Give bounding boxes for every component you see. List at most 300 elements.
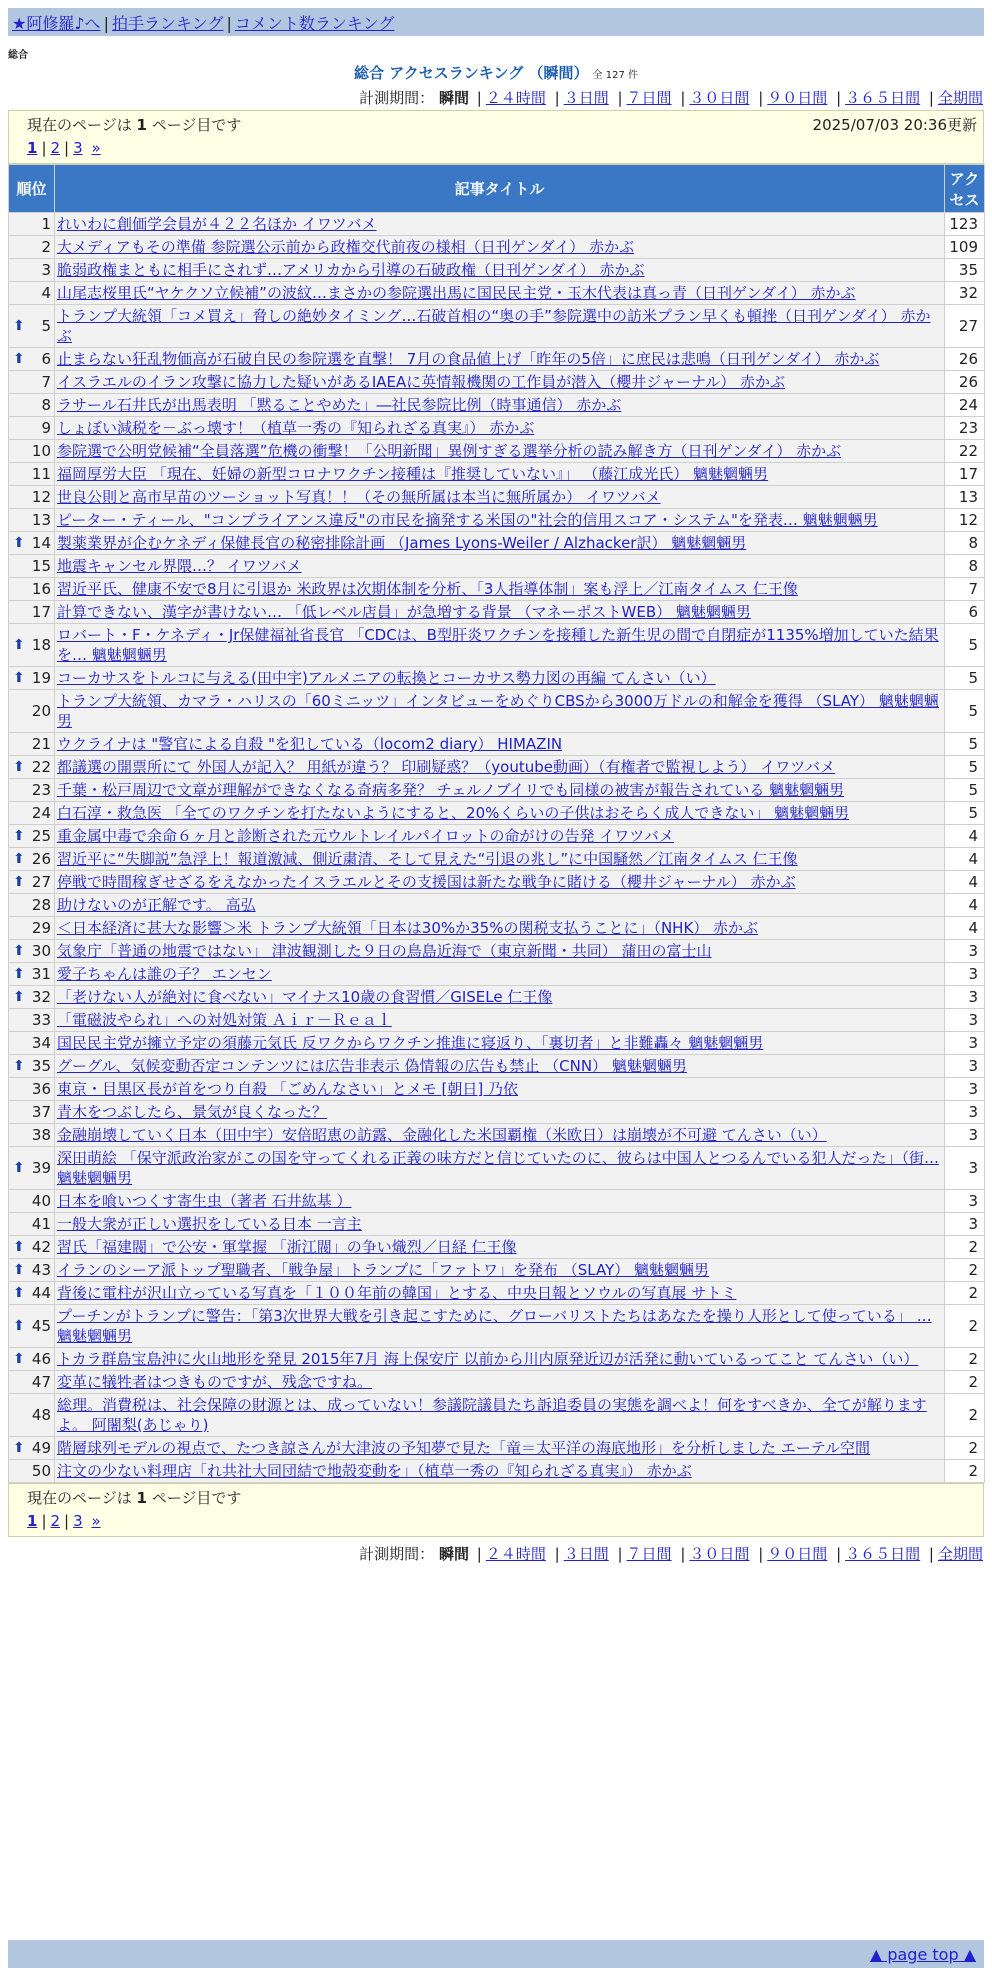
table-row xyxy=(9,871,985,894)
rank-number: 28 xyxy=(31,896,51,914)
article-link[interactable]: 気象庁「普通の地震ではない」 津波観測した９日の鳥島近海で（東京新聞・共同） 蒲田の富士山 xyxy=(57,942,712,960)
title-cell xyxy=(55,509,945,532)
rank-number: 29 xyxy=(31,919,51,937)
access-count: 4 xyxy=(945,917,985,940)
rank-number: 39 xyxy=(31,1159,51,1177)
title-cell xyxy=(55,1055,945,1078)
nav-separator: | xyxy=(103,14,109,33)
period-link-7d[interactable]: ７日間 xyxy=(626,1545,672,1563)
title-cell xyxy=(55,756,945,779)
period-selector-top: 計測期間： 瞬間 | ２４時間 | ３日間 | ７日間 | ３０日間 | ９０日間 | ３６５日間 | 全期間 xyxy=(359,89,983,107)
rank-cell xyxy=(9,463,55,486)
page-link-1[interactable]: 1 xyxy=(27,1512,38,1530)
access-count: 3 xyxy=(945,1190,985,1213)
table-row xyxy=(9,578,985,601)
table-row xyxy=(9,624,985,667)
title-cell xyxy=(55,282,945,305)
article-link[interactable]: 注文の少ない料理店「れ共社大同団結で地殻変動を」（植草一秀の『知られざる真実』） 赤かぶ xyxy=(57,1462,692,1480)
title-cell xyxy=(55,1371,945,1394)
article-link[interactable]: 変革に犠牲者はつきものですが、残念ですね。 xyxy=(57,1373,373,1391)
rank-number: 24 xyxy=(31,804,51,822)
rank-up-arrow-icon: ⬆ xyxy=(13,1239,25,1255)
rank-cell xyxy=(9,417,55,440)
home-link[interactable]: ★阿修羅♪へ xyxy=(12,14,101,33)
title-cell xyxy=(55,802,945,825)
table-row xyxy=(9,1348,985,1371)
access-count: 2 xyxy=(945,1394,985,1437)
rank-cell xyxy=(9,1236,55,1259)
table-row xyxy=(9,667,985,690)
rank-up-arrow-icon: ⬆ xyxy=(13,1160,25,1176)
article-link[interactable]: 「老けない人が絶対に食べない」マイナス10歳の食習慣／GISELe 仁王像 xyxy=(57,988,553,1006)
rank-cell xyxy=(9,917,55,940)
rank-cell xyxy=(9,756,55,779)
title-cell xyxy=(55,1460,945,1483)
title-cell xyxy=(55,917,945,940)
table-row xyxy=(9,1055,985,1078)
period-link-7d[interactable]: ７日間 xyxy=(626,89,672,107)
period-link-365d[interactable]: ３６５日間 xyxy=(845,89,921,107)
article-link[interactable]: 背後に電柱が沢山立っている写真を「１００年前の韓国」とする、中央日報とソウルの写真展 サトミ xyxy=(57,1284,737,1302)
article-link[interactable]: 製薬業界が企むケネディ保健長官の秘密排除計画 （James Lyons-Weiler / Alzhacker訳） 魑魅魍魎男 xyxy=(57,534,747,552)
table-row xyxy=(9,1124,985,1147)
pagination: 1 | 2 | 3 » xyxy=(27,139,101,157)
access-count: 3 xyxy=(945,1124,985,1147)
top-nav-bar xyxy=(8,8,984,36)
page-title xyxy=(0,62,992,83)
rank-cell xyxy=(9,825,55,848)
period-link-3d[interactable]: ３日間 xyxy=(563,1545,609,1563)
access-count: 23 xyxy=(945,417,985,440)
access-count: 5 xyxy=(945,733,985,756)
access-count: 3 xyxy=(945,986,985,1009)
rank-up-arrow-icon: ⬆ xyxy=(13,1351,25,1367)
title-cell xyxy=(55,986,945,1009)
access-count: 3 xyxy=(945,1032,985,1055)
title-cell xyxy=(55,1009,945,1032)
access-count: 3 xyxy=(945,963,985,986)
table-row xyxy=(9,1147,985,1190)
ranking-title: 総合 アクセスランキング （瞬間） xyxy=(354,64,589,82)
access-count: 24 xyxy=(945,394,985,417)
rank-number: 12 xyxy=(31,488,51,506)
article-link[interactable]: 一般大衆が正しい選択をしている日本 一言主 xyxy=(57,1215,362,1233)
rank-number: 5 xyxy=(41,317,51,335)
rank-cell xyxy=(9,690,55,733)
title-cell xyxy=(55,1147,945,1190)
rank-number: 38 xyxy=(31,1126,51,1144)
article-link[interactable]: 停戦で時間稼ぎせざるをえなかったイスラエルとその支援国は新たな戦争に賭ける（櫻井ジャーナル） 赤かぶ xyxy=(57,873,796,891)
table-row xyxy=(9,986,985,1009)
article-link[interactable]: 助けないのが正解です。 高弘 xyxy=(57,896,256,914)
rank-cell xyxy=(9,236,55,259)
rank-number: 15 xyxy=(31,557,51,575)
rank-cell xyxy=(9,1078,55,1101)
table-row xyxy=(9,802,985,825)
rank-cell xyxy=(9,1305,55,1348)
ranking-table xyxy=(8,164,985,1483)
col-header-access: アクセス xyxy=(945,165,985,213)
current-page-text: 現在のページは 1 ページ目です xyxy=(27,116,242,134)
title-cell xyxy=(55,578,945,601)
table-row xyxy=(9,1282,985,1305)
table-row xyxy=(9,1190,985,1213)
current-page-text: 現在のページは 1 ページ目です xyxy=(27,1489,242,1507)
rank-cell xyxy=(9,1147,55,1190)
rank-cell xyxy=(9,802,55,825)
rank-number: 6 xyxy=(41,350,51,368)
access-count: 17 xyxy=(945,463,985,486)
article-link[interactable]: 千葉・松戸周辺で文章が理解ができなくなる奇病多発？ チェルノブイリでも同様の被害が報告されている 魑魅魍魎男 xyxy=(57,781,845,799)
period-link-24h[interactable]: ２４時間 xyxy=(485,89,546,107)
rank-cell xyxy=(9,348,55,371)
table-row xyxy=(9,371,985,394)
article-link[interactable]: 参院選で公明党候補“全員落選”危機の衝撃！「公明新聞」異例すぎる選挙分析の読み解き方（日刊ゲンダイ） 赤かぶ xyxy=(57,442,842,460)
rank-cell xyxy=(9,848,55,871)
rank-number: 31 xyxy=(31,965,51,983)
rank-number: 25 xyxy=(31,827,51,845)
rank-cell xyxy=(9,578,55,601)
title-cell xyxy=(55,1394,945,1437)
table-row xyxy=(9,463,985,486)
page-link-1[interactable]: 1 xyxy=(27,139,38,157)
rank-cell xyxy=(9,940,55,963)
table-row xyxy=(9,509,985,532)
title-cell xyxy=(55,963,945,986)
table-row xyxy=(9,601,985,624)
access-count: 3 xyxy=(945,1147,985,1190)
section-label: 総合 xyxy=(8,50,28,61)
article-link[interactable]: 地震キャンセル界隈…？ イワツバメ xyxy=(57,557,302,575)
rank-number: 36 xyxy=(31,1080,51,1098)
article-link[interactable]: 深田萌絵 「保守派政治家がこの国を守ってくれる正義の味方だと信じていたのに、彼らは中国人とつるんでいる犯人だった」（街… 魑魅魍魎男 xyxy=(57,1149,939,1187)
access-count: 7 xyxy=(945,578,985,601)
article-link[interactable]: ＜日本経済に甚大な影響＞米 トランプ大統領「日本は30%か35%の関税支払うことに」（NHK） 赤かぶ xyxy=(57,919,759,937)
rank-number: 27 xyxy=(31,873,51,891)
rank-up-arrow-icon: ⬆ xyxy=(13,670,25,686)
rank-cell xyxy=(9,733,55,756)
title-cell xyxy=(55,848,945,871)
rank-up-arrow-icon: ⬆ xyxy=(13,943,25,959)
rank-number: 4 xyxy=(41,284,51,302)
rank-up-arrow-icon: ⬆ xyxy=(13,1318,25,1334)
access-count: 22 xyxy=(945,440,985,463)
rank-up-arrow-icon: ⬆ xyxy=(13,1285,25,1301)
rank-cell xyxy=(9,1055,55,1078)
title-cell xyxy=(55,940,945,963)
title-cell xyxy=(55,213,945,236)
article-link[interactable]: 福岡厚労大臣 「現在、妊婦の新型コロナワクチン接種は『推奨していない』」 （藤江成光氏） 魑魅魍魎男 xyxy=(57,465,769,483)
title-cell xyxy=(55,871,945,894)
article-link[interactable]: 山尾志桜里氏“ヤケクソ立候補”の波紋…まさかの参院選出馬に国民民主党・玉木代表は真っ青（日刊ゲンダイ） 赤かぶ xyxy=(57,284,856,302)
article-link[interactable]: トカラ群島宝島沖に火山地形を発見 2015年7月 海上保安庁 以前から川内原発近辺が活発に動いているってこと てんさい（い） xyxy=(57,1350,919,1368)
access-count: 6 xyxy=(945,601,985,624)
article-link[interactable]: 世良公則と高市早苗のツーショット写真！！（その無所属は本当に無所属か） イワツバメ xyxy=(57,488,661,506)
rank-cell xyxy=(9,1032,55,1055)
article-link[interactable]: 総理。消費税は、社会保障の財源とは、成っていない！参議院議員たち訴追委員の実態を調べよ！何をすべきか、全てが解りますよ。 阿闍梨(あじゃり) xyxy=(57,1396,927,1434)
title-cell xyxy=(55,624,945,667)
article-link[interactable]: ウクライナは "警官による自殺 "を犯している（locom2 diary） HIMAZIN xyxy=(57,735,563,753)
article-link[interactable]: 習近平に“失脚説”急浮上！報道激減、側近粛清、そして見えた“引退の兆し”に中国騒然／江南タイムス 仁王像 xyxy=(57,850,798,868)
rank-up-arrow-icon: ⬆ xyxy=(13,351,25,367)
rank-number: 45 xyxy=(31,1317,51,1335)
article-link[interactable]: 都議選の開票所にて 外国人が記入？ 用紙が違う？ 印刷疑惑？（youtube動画）（有権者で監視しよう） イワツバメ xyxy=(57,758,835,776)
rank-number: 17 xyxy=(31,603,51,621)
article-link[interactable]: 習氏「福建閥」で公安・軍掌握 「浙江閥」の争い熾烈／日経 仁王像 xyxy=(57,1238,517,1256)
article-link[interactable]: れいわに創価学会員が４２２名ほか イワツバメ xyxy=(57,215,377,233)
access-count: 3 xyxy=(945,1078,985,1101)
period-link-90d[interactable]: ９０日間 xyxy=(767,1545,828,1563)
rank-cell xyxy=(9,1348,55,1371)
table-row xyxy=(9,1213,985,1236)
rank-number: 20 xyxy=(31,702,51,720)
period-link-all[interactable]: 全期間 xyxy=(937,89,983,107)
page-link-2[interactable]: 2 xyxy=(50,139,61,157)
title-cell xyxy=(55,555,945,578)
table-row xyxy=(9,394,985,417)
access-count: 109 xyxy=(945,236,985,259)
rank-number: 30 xyxy=(31,942,51,960)
table-row xyxy=(9,1236,985,1259)
col-header-rank: 順位 xyxy=(9,165,55,213)
table-row xyxy=(9,259,985,282)
rank-cell xyxy=(9,282,55,305)
rank-number: 47 xyxy=(31,1373,51,1391)
article-link[interactable]: 東京・目黒区長が首をつり自殺 「ごめんなさい」とメモ [朝日] 乃依 xyxy=(57,1080,519,1098)
title-cell xyxy=(55,371,945,394)
article-link[interactable]: 脆弱政権まともに相手にされず…アメリカから引導の石破政権（日刊ゲンダイ） 赤かぶ xyxy=(57,261,645,279)
table-row xyxy=(9,756,985,779)
title-cell xyxy=(55,1101,945,1124)
title-cell xyxy=(55,733,945,756)
access-count: 4 xyxy=(945,848,985,871)
next-page-link[interactable]: » xyxy=(91,1512,101,1530)
rank-cell xyxy=(9,509,55,532)
article-link[interactable]: イスラエルのイラン攻撃に協力した疑いがあるIAEAに英情報機関の工作員が潜入（櫻井ジャーナル） 赤かぶ xyxy=(57,373,785,391)
title-cell xyxy=(55,601,945,624)
comment-ranking-link[interactable]: コメント数ランキング xyxy=(234,14,395,33)
col-header-title: 記事タイトル xyxy=(55,165,945,213)
period-link-24h[interactable]: ２４時間 xyxy=(485,1545,546,1563)
rank-cell xyxy=(9,1437,55,1460)
rank-cell xyxy=(9,532,55,555)
page-link-3[interactable]: 3 xyxy=(73,139,83,157)
title-cell xyxy=(55,894,945,917)
title-cell xyxy=(55,1259,945,1282)
title-cell xyxy=(55,259,945,282)
article-link[interactable]: ロバート・F・ケネディ・Jr保健福祉省長官 「CDCは、B型肝炎ワクチンを接種した新生児の間で自閉症が1135%増加していた結果を… 魑魅魍魎男 xyxy=(57,626,939,664)
article-link[interactable]: イランのシーア派トップ聖職者、「戦争屋」トランプに「ファトワ」を発布 （SLAY） 魑魅魍魎男 xyxy=(57,1261,710,1279)
rank-up-arrow-icon: ⬆ xyxy=(13,966,25,982)
access-count: 4 xyxy=(945,825,985,848)
table-row xyxy=(9,1305,985,1348)
rank-cell xyxy=(9,1190,55,1213)
access-count: 2 xyxy=(945,1236,985,1259)
access-count: 3 xyxy=(945,1213,985,1236)
article-link[interactable]: 日本を喰いつくす寄生虫（著者 石井紘基 ） xyxy=(57,1192,352,1210)
article-link[interactable]: 国民民主党が擁立予定の須藤元気氏 反ワクからワクチン推進に寝返り、「裏切者」と非難轟々 魑魅魍魎男 xyxy=(57,1034,764,1052)
period-link-30d[interactable]: ３０日間 xyxy=(689,1545,750,1563)
rank-number: 3 xyxy=(41,261,51,279)
access-count: 5 xyxy=(945,690,985,733)
table-row xyxy=(9,848,985,871)
period-link-90d[interactable]: ９０日間 xyxy=(767,89,828,107)
article-link[interactable]: 愛子ちゃんは誰の子？ エンセン xyxy=(57,965,272,983)
title-cell xyxy=(55,486,945,509)
item-count: 全 127 件 xyxy=(592,70,638,81)
title-cell xyxy=(55,305,945,348)
title-cell xyxy=(55,779,945,802)
article-link[interactable]: しょぼい減税を－ぶっ壊す！（植草一秀の『知られざる真実』） 赤かぶ xyxy=(57,419,535,437)
rank-up-arrow-icon: ⬆ xyxy=(13,851,25,867)
access-count: 3 xyxy=(945,940,985,963)
title-cell xyxy=(55,690,945,733)
page-link-3[interactable]: 3 xyxy=(73,1512,83,1530)
page-top-link[interactable]: ▲ page top ▲ xyxy=(869,1945,976,1964)
page-link-2[interactable]: 2 xyxy=(50,1512,61,1530)
table-row xyxy=(9,733,985,756)
article-link[interactable]: 重金属中毒で余命６ヶ月と診断された元ウルトレイルパイロットの命がけの告発 イワツバメ xyxy=(57,827,674,845)
rank-number: 23 xyxy=(31,781,51,799)
title-cell xyxy=(55,825,945,848)
rank-number: 43 xyxy=(31,1261,51,1279)
rank-cell xyxy=(9,1282,55,1305)
title-cell xyxy=(55,1348,945,1371)
table-row xyxy=(9,917,985,940)
rank-cell xyxy=(9,601,55,624)
period-label: 計測期間： xyxy=(359,1545,435,1563)
access-count: 35 xyxy=(945,259,985,282)
access-count: 2 xyxy=(945,1460,985,1483)
article-link[interactable]: プーチンがトランプに警告：「第3次世界大戦を引き起こすために、グローバリストたちはあなたを操り人形として使っている」 … 魑魅魍魎男 xyxy=(57,1307,932,1345)
title-cell xyxy=(55,532,945,555)
table-row xyxy=(9,1437,985,1460)
rank-up-arrow-icon: ⬆ xyxy=(13,318,25,334)
rank-cell xyxy=(9,555,55,578)
article-link[interactable]: 習近平氏、健康不安で8月に引退か 米政界は次期体制を分析、「3人指導体制」案も浮上／江南タイムス 仁王像 xyxy=(57,580,798,598)
rank-number: 16 xyxy=(31,580,51,598)
article-link[interactable]: 「電磁波やられ」への対処対策 Ａｉｒ－Ｒｅａｌ xyxy=(57,1011,392,1029)
access-count: 123 xyxy=(945,213,985,236)
rank-number: 44 xyxy=(31,1284,51,1302)
access-count: 3 xyxy=(945,1009,985,1032)
title-cell xyxy=(55,1124,945,1147)
rank-number: 1 xyxy=(41,215,51,233)
rank-number: 7 xyxy=(41,373,51,391)
rank-number: 46 xyxy=(31,1350,51,1368)
article-link[interactable]: コーカサスをトルコに与える(田中宇)アルメニアの転換とコーカサス勢力図の再編 てんさい（い） xyxy=(57,669,716,687)
access-count: 5 xyxy=(945,779,985,802)
title-cell xyxy=(55,394,945,417)
article-link[interactable]: 止まらない狂乱物価高が石破自民の参院選を直撃！ 7月の食品値上げ「昨年の5倍」に庶民は悲鳴（日刊ゲンダイ） 赤かぶ xyxy=(57,350,880,368)
article-link[interactable]: ラサール石井氏が出馬表明 「黙ることやめた」―社民参院比例（時事通信） 赤かぶ xyxy=(57,396,622,414)
article-link[interactable]: 大メディアもその準備 参院選公示前から政権交代前夜の様相（日刊ゲンダイ） 赤かぶ xyxy=(57,238,635,256)
access-count: 4 xyxy=(945,871,985,894)
title-cell xyxy=(55,1282,945,1305)
rank-number: 37 xyxy=(31,1103,51,1121)
rank-cell xyxy=(9,624,55,667)
rank-cell xyxy=(9,1101,55,1124)
title-cell xyxy=(55,1190,945,1213)
access-count: 4 xyxy=(945,894,985,917)
table-row xyxy=(9,825,985,848)
rank-cell xyxy=(9,779,55,802)
rank-cell xyxy=(9,963,55,986)
rank-number: 33 xyxy=(31,1011,51,1029)
access-count: 2 xyxy=(945,1305,985,1348)
article-link[interactable]: 計算できない、漢字が書けない… 「低レベル店員」が急増する背景 （マネーポストWEB） 魑魅魍魎男 xyxy=(57,603,751,621)
access-count: 2 xyxy=(945,1348,985,1371)
rank-number: 18 xyxy=(31,636,51,654)
article-link[interactable]: 金融崩壊していく日本（田中宇）安倍昭恵の訪露、金融化した米国覇権（米欧日）は崩壊が不可避 てんさい（い） xyxy=(57,1126,827,1144)
rank-cell xyxy=(9,1460,55,1483)
title-cell xyxy=(55,1305,945,1348)
rank-number: 22 xyxy=(31,758,51,776)
article-link[interactable]: トランプ大統領、カマラ・ハリスの「60ミニッツ」インタビューをめぐりCBSから3000万ドルの和解金を獲得 （SLAY） 魑魅魍魎男 xyxy=(57,692,939,730)
rank-number: 42 xyxy=(31,1238,51,1256)
rank-number: 11 xyxy=(31,465,51,483)
access-count: 2 xyxy=(945,1437,985,1460)
table-row xyxy=(9,1460,985,1483)
access-count: 26 xyxy=(945,348,985,371)
rank-number: 13 xyxy=(31,511,51,529)
rank-cell xyxy=(9,394,55,417)
rank-up-arrow-icon: ⬆ xyxy=(13,535,25,551)
period-link-30d[interactable]: ３０日間 xyxy=(689,89,750,107)
table-row xyxy=(9,940,985,963)
rank-number: 10 xyxy=(31,442,51,460)
pagination: 1 | 2 | 3 » xyxy=(27,1512,101,1530)
title-cell xyxy=(55,1437,945,1460)
period-link-all[interactable]: 全期間 xyxy=(937,1545,983,1563)
table-row xyxy=(9,348,985,371)
rank-number: 48 xyxy=(31,1406,51,1424)
rank-cell xyxy=(9,894,55,917)
updated-time: 2025/07/03 20:36更新 xyxy=(812,116,977,134)
nav-separator: | xyxy=(226,14,232,33)
article-link[interactable]: ピーター・ティール、"コンプライアンス違反"の市民を摘発する米国の"社会的信用スコア・システム"を発表… 魑魅魍魎男 xyxy=(57,511,878,529)
rank-up-arrow-icon: ⬆ xyxy=(13,637,25,653)
article-link[interactable]: 階層球列モデルの視点で、たつき諒さんが大津波の予知夢で見た「竜＝太平洋の海底地形」を分析しました エーテル空間 xyxy=(57,1439,870,1457)
period-label: 計測期間： xyxy=(359,89,435,107)
access-count: 12 xyxy=(945,509,985,532)
title-cell xyxy=(55,1078,945,1101)
rank-up-arrow-icon: ⬆ xyxy=(13,874,25,890)
article-link[interactable]: グーグル、気候変動否定コンテンツには広告非表示 偽情報の広告も禁止 （CNN） 魑魅魍魎男 xyxy=(57,1057,687,1075)
rank-cell xyxy=(9,305,55,348)
article-link[interactable]: トランプ大統領「コメ買え」脅しの絶妙タイミング…石破首相の“奥の手”参院選中の訪米プラン早くも頓挫（日刊ゲンダイ） 赤かぶ xyxy=(57,307,931,345)
access-count: 27 xyxy=(945,305,985,348)
access-count: 2 xyxy=(945,1259,985,1282)
rank-cell xyxy=(9,667,55,690)
rank-number: 41 xyxy=(31,1215,51,1233)
access-count: 2 xyxy=(945,1282,985,1305)
applause-ranking-link[interactable]: 拍手ランキング xyxy=(111,14,224,33)
footer-bar xyxy=(8,1940,984,1968)
table-row xyxy=(9,1394,985,1437)
next-page-link[interactable]: » xyxy=(91,139,101,157)
access-count: 2 xyxy=(945,1371,985,1394)
rank-cell xyxy=(9,871,55,894)
period-link-3d[interactable]: ３日間 xyxy=(563,89,609,107)
period-link-365d[interactable]: ３６５日間 xyxy=(845,1545,921,1563)
period-selector-bottom: 計測期間： 瞬間 | ２４時間 | ３日間 | ７日間 | ３０日間 | ９０日間 | ３６５日間 | 全期間 xyxy=(359,1545,983,1563)
article-link[interactable]: 青木をつぶしたら、景気が良くなった？ xyxy=(57,1103,328,1121)
access-count: 13 xyxy=(945,486,985,509)
article-link[interactable]: 白石淳・救急医 「全てのワクチンを打たないようにすると、20%くらいの子供はおそらく成人できない」 魑魅魍魎男 xyxy=(57,804,850,822)
table-row xyxy=(9,1371,985,1394)
rank-number: 26 xyxy=(31,850,51,868)
